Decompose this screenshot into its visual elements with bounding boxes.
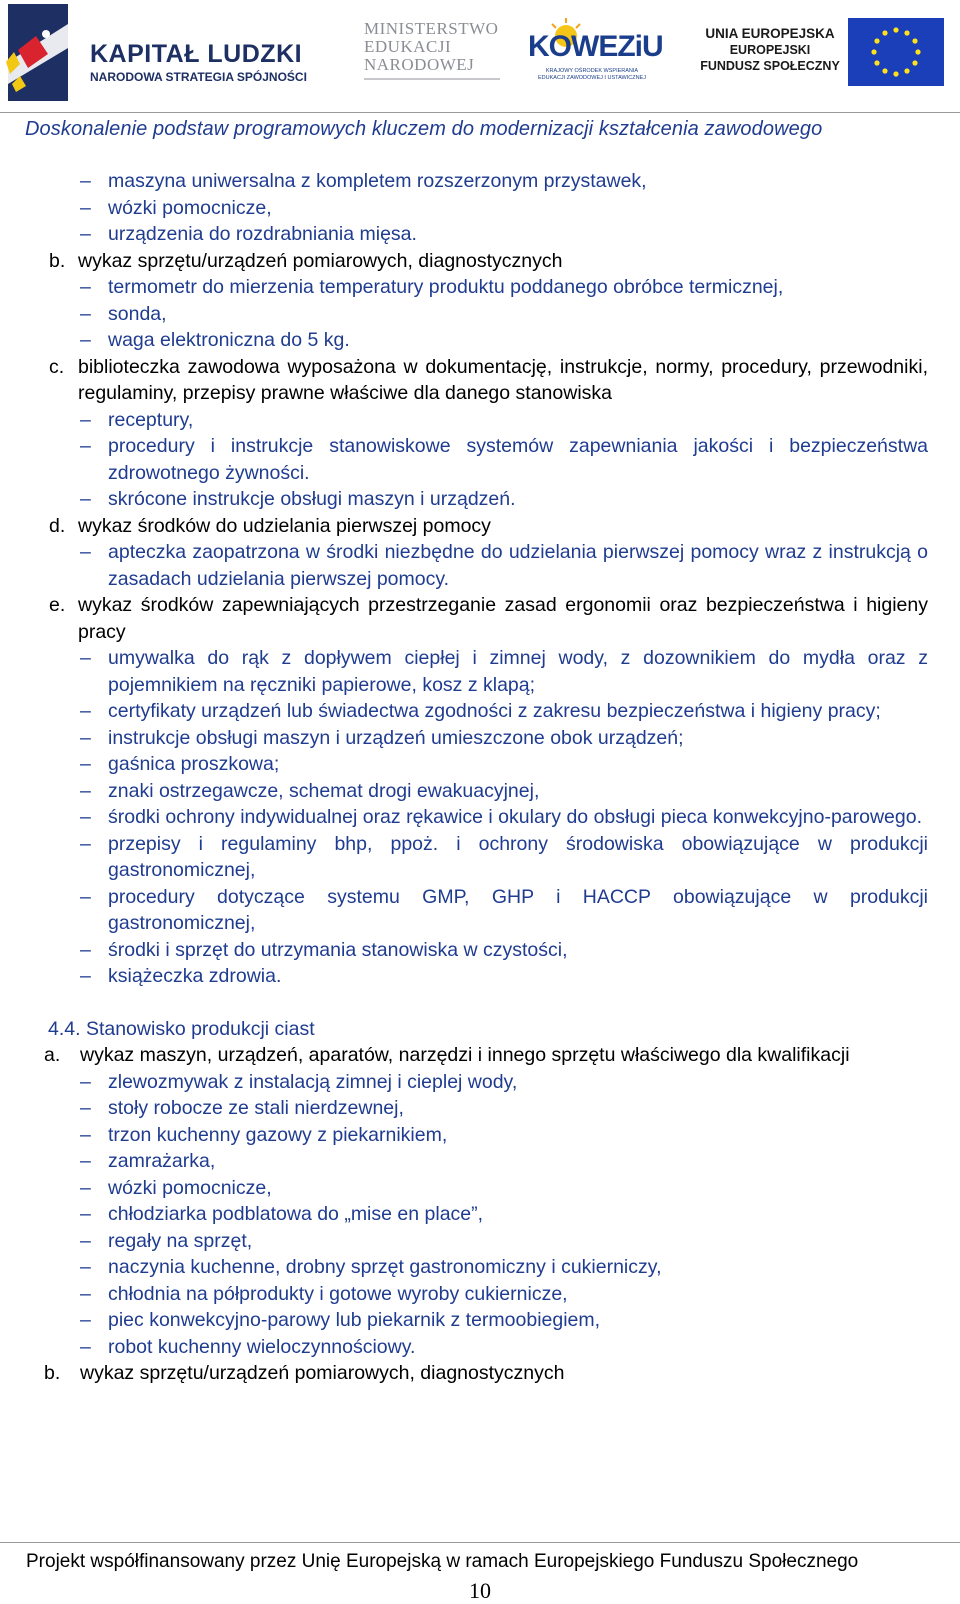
list-dash: – — [80, 965, 91, 987]
document-title: Doskonalenie podstaw programowych kluczem do modernizacji kształcenia zawodowego — [25, 118, 823, 140]
list-item-text: środki i sprzęt do utrzymania stanowiska w czystości, — [108, 938, 568, 961]
list-item-text: apteczka zaopatrzona w środki niezbędne do udzielania pierwszej pomocy wraz z instrukcją o zasadach udzielania pierwszej pomocy. — [108, 541, 928, 590]
kowezu-name: KOWEZiU — [528, 30, 663, 63]
list-item-text: stoły robocze ze stali nierdzewnej, — [108, 1097, 404, 1119]
list-item-text: procedury i instrukcje stanowiskowe systemów zapewniania jakości i bezpieczeństwa zdrowotnego żywności. — [108, 435, 928, 484]
list-item-text: środki ochrony indywidualnej oraz rękawice i okulary do obsługi pieca konwekcyjno-parowego. — [108, 806, 923, 828]
ministry-line-3: NARODOWEJ — [364, 55, 475, 74]
lettered-item-b — [0, 248, 960, 275]
list-dash: – — [80, 541, 91, 563]
list-item — [0, 1095, 960, 1122]
list-item-text: chłodziarka podblatowa do „mise en place”, — [108, 1203, 484, 1225]
eu-line-2: EUROPEJSKI — [729, 43, 811, 57]
list-item — [0, 168, 960, 195]
header-rule — [0, 112, 960, 113]
list-dash: – — [80, 435, 91, 457]
list-item-text: sonda, — [108, 302, 167, 325]
list-item — [0, 804, 960, 831]
lettered-item-text: biblioteczka zawodowa wyposażona w dokumentację, instrukcje, normy, procedury, przewodniki, regulaminy, przepisy prawne właściwe dla danego stanowiska — [78, 355, 928, 404]
list-item — [0, 751, 960, 778]
list-item — [0, 1228, 960, 1255]
list-item-text: instrukcje obsługi maszyn i urządzeń umieszczone obok urządzeń; — [108, 726, 684, 749]
list-dash: – — [80, 170, 91, 192]
list-item-text: chłodnia na półprodukty i gotowe wyroby cukiernicze, — [108, 1282, 568, 1305]
list-item — [0, 1175, 960, 1202]
list-item-text: trzon kuchenny gazowy z piekarnikiem, — [108, 1123, 448, 1146]
document-body — [0, 168, 960, 1387]
list-item — [0, 274, 960, 301]
list-dash: – — [80, 329, 91, 351]
list-dash: – — [80, 1176, 91, 1199]
list-item — [0, 698, 960, 725]
list-item — [0, 884, 960, 937]
list-item-text: robot kuchenny wieloczynnościowy. — [108, 1335, 416, 1358]
list-item-text: naczynia kuchenne, drobny sprzęt gastronomiczny i cukierniczy, — [108, 1256, 662, 1278]
lettered-item-a — [0, 1042, 960, 1069]
lettered-item-e — [0, 592, 960, 645]
list-item — [0, 1307, 960, 1334]
list-dash: – — [80, 276, 91, 298]
item-letter: e. — [49, 594, 66, 616]
list-item — [0, 1201, 960, 1228]
list-dash: – — [80, 1150, 91, 1172]
list-dash: – — [80, 938, 91, 961]
list-item — [0, 963, 960, 990]
list-dash: – — [80, 1309, 91, 1331]
item-letter: c. — [49, 355, 65, 378]
kapital-ludzki-name: KAPITAŁ LUDZKI — [90, 40, 303, 68]
footer-rule — [0, 1542, 960, 1543]
list-dash: – — [80, 806, 91, 828]
list-dash: – — [80, 647, 91, 669]
list-item — [0, 486, 960, 513]
ministry-underline — [364, 78, 500, 80]
list-item — [0, 778, 960, 805]
list-item — [0, 407, 960, 434]
list-item-text: termometr do mierzenia temperatury produktu poddanego obróbce termicznej, — [108, 276, 784, 298]
list-item-text: procedury dotyczące systemu GMP, GHP i HACCP obowiązujące w produkcji gastronomicznej, — [108, 885, 928, 934]
list-dash: – — [80, 1256, 91, 1278]
list-item-text: waga elektroniczna do 5 kg. — [108, 329, 350, 351]
list-item — [0, 1148, 960, 1175]
list-dash: – — [80, 779, 91, 802]
eu-line-1: UNIA EUROPEJSKA — [705, 26, 835, 41]
ministry-logo — [364, 20, 504, 74]
lettered-item-text: wykaz środków do udzielania pierwszej pomocy — [78, 514, 491, 537]
list-item-text: gaśnica proszkowa; — [108, 753, 280, 775]
list-dash: – — [80, 885, 91, 908]
kowezu-logo — [524, 18, 663, 88]
ministry-line-2: EDUKACJI — [364, 37, 452, 56]
list-item — [0, 1069, 960, 1096]
list-item-text: wózki pomocnicze, — [108, 1176, 272, 1199]
list-item-text: wózki pomocnicze, — [108, 196, 272, 219]
list-dash: – — [80, 1335, 91, 1358]
list-item — [0, 725, 960, 752]
lettered-item-text: wykaz sprzętu/urządzeń pomiarowych, diagnostycznych — [78, 249, 563, 272]
list-dash: – — [80, 1282, 91, 1305]
kapital-ludzki-emblem-icon — [6, 4, 84, 104]
item-letter: b. — [49, 249, 66, 272]
list-dash: – — [80, 196, 91, 219]
list-item-text: certyfikaty urządzeń lub świadectwa zgodności z zakresu bezpieczeństwa i higieny pracy; — [108, 700, 881, 722]
list-dash: – — [80, 726, 91, 749]
list-dash: – — [80, 1123, 91, 1146]
list-item — [0, 221, 960, 248]
list-dash: – — [80, 700, 91, 722]
section-heading: 4.4. Stanowisko produkcji ciast — [48, 1017, 315, 1040]
list-item-text: zamrażarka, — [108, 1150, 216, 1172]
list-dash: – — [80, 832, 91, 855]
item-letter: d. — [49, 514, 66, 537]
lettered-item-b — [0, 1360, 960, 1387]
eu-flag-icon — [848, 18, 944, 86]
lettered-item-text: wykaz środków zapewniających przestrzeganie zasad ergonomii oraz bezpieczeństwa i higieny pracy — [78, 594, 928, 643]
list-item-text: skrócone instrukcje obsługi maszyn i urządzeń. — [108, 488, 516, 510]
list-dash: – — [80, 1070, 91, 1093]
item-letter: b. — [44, 1362, 61, 1384]
list-dash: – — [80, 1203, 91, 1225]
list-item — [0, 937, 960, 964]
list-item — [0, 1334, 960, 1361]
list-dash: – — [80, 488, 91, 510]
list-item-text: regały na sprzęt, — [108, 1229, 253, 1252]
ministry-line-1: MINISTERSTWO — [364, 19, 499, 38]
list-item — [0, 433, 960, 486]
list-item — [0, 1281, 960, 1308]
list-item-text: urządzenia do rozdrabniania mięsa. — [108, 223, 417, 245]
list-dash: – — [80, 302, 91, 325]
list-dash: – — [80, 223, 91, 245]
kowezu-subtitle: KRAJOWY OŚRODEK WSPIERANIA EDUKACJI ZAWODOWEJ I USTAWICZNEJ — [538, 68, 646, 81]
lettered-item-d — [0, 513, 960, 540]
list-item-text: maszyna uniwersalna z kompletem rozszerzonym przystawek, — [108, 170, 647, 192]
page-number: 10 — [469, 1578, 491, 1603]
list-item — [0, 539, 960, 592]
list-item — [0, 645, 960, 698]
footer-text: Projekt współfinansowany przez Unię Europejską w ramach Europejskiego Funduszu Społecznego — [26, 1551, 859, 1572]
list-item — [0, 195, 960, 222]
lettered-item-c — [0, 354, 960, 407]
list-item-text: piec konwekcyjno-parowy lub piekarnik z termoobiegiem, — [108, 1309, 601, 1331]
list-item — [0, 301, 960, 328]
kapital-ludzki-subtitle: NARODOWA STRATEGIA SPÓJNOŚCI — [90, 70, 307, 84]
eu-line-3: FUNDUSZ SPOŁECZNY — [700, 59, 840, 73]
list-item — [0, 1254, 960, 1281]
list-item-text: zlewozmywak z instalacją zimnej i cieplej wody, — [108, 1070, 518, 1093]
list-dash: – — [80, 753, 91, 775]
eu-text-logo — [700, 26, 840, 74]
item-letter: a. — [44, 1044, 61, 1066]
kapital-ludzki-logo — [6, 4, 306, 104]
list-item-text: książeczka zdrowia. — [108, 965, 282, 987]
list-item-text: przepisy i regulaminy bhp, ppoż. i ochrony środowiska obowiązujące w produkcji gastronomicznej, — [108, 832, 928, 881]
list-item — [0, 831, 960, 884]
list-item-text: znaki ostrzegawcze, schemat drogi ewakuacyjnej, — [108, 779, 540, 802]
header-logos — [0, 0, 960, 112]
list-dash: – — [80, 408, 91, 431]
list-dash: – — [80, 1097, 91, 1119]
list-item — [0, 327, 960, 354]
list-dash: – — [80, 1229, 91, 1252]
lettered-item-text: wykaz maszyn, urządzeń, aparatów, narzędzi i innego sprzętu właściwego dla kwalifikacji — [80, 1044, 850, 1066]
list-item — [0, 1122, 960, 1149]
list-item-text: umywalka do rąk z dopływem ciepłej i zimnej wody, z dozownikiem do mydła oraz z pojemnikiem na ręczniki papierowe, kosz z klapą; — [108, 647, 928, 696]
lettered-item-text: wykaz sprzętu/urządzeń pomiarowych, diagnostycznych — [80, 1362, 565, 1384]
list-item-text: receptury, — [108, 408, 194, 431]
